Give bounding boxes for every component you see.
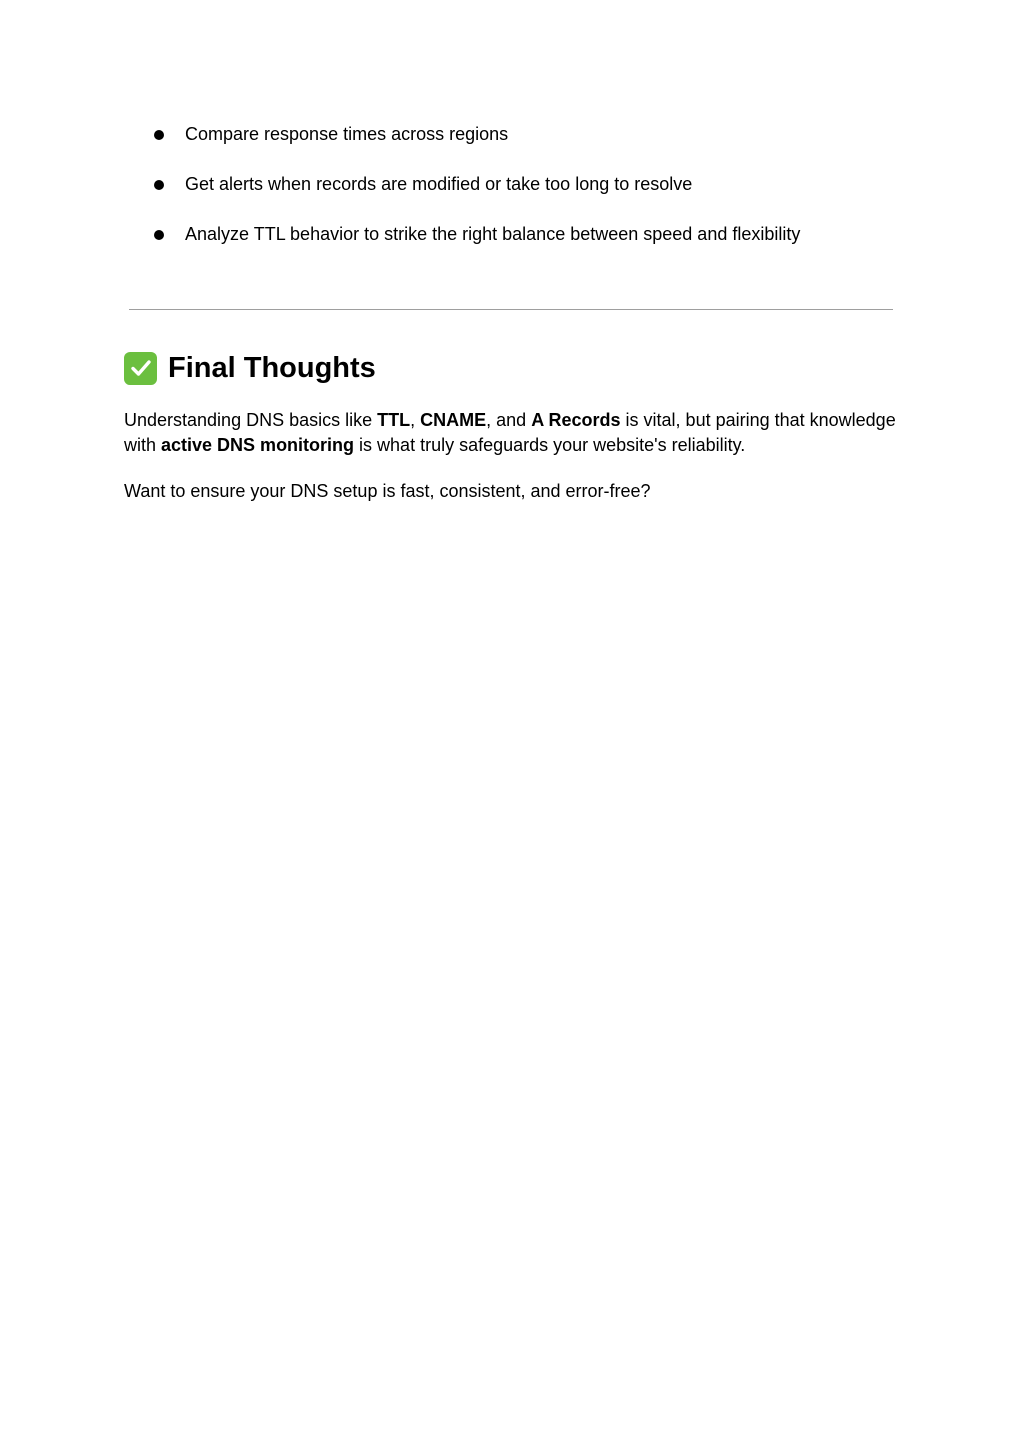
bold-term-a-records: A Records <box>531 410 621 430</box>
check-mark-button-icon <box>124 352 157 385</box>
summary-paragraph <box>124 408 904 458</box>
section-heading <box>124 348 376 388</box>
paragraph-text: is vital, but pairing that knowledge with <box>124 410 896 455</box>
section-title: Final Thoughts <box>168 352 376 384</box>
paragraph-text: , and <box>486 410 532 430</box>
bold-term-active-dns-monitoring: active DNS monitoring <box>161 435 355 455</box>
list-item-text: Analyze TTL behavior to strike the right balance between speed and flexibility <box>185 224 801 244</box>
closing-question-paragraph: Want to ensure your DNS setup is fast, consistent, and error-free? <box>124 481 651 501</box>
bullet-icon <box>154 130 164 140</box>
paragraph-text: , <box>410 410 421 430</box>
paragraph-text: Understanding DNS basics like <box>124 410 378 430</box>
bold-term-ttl: TTL <box>377 410 411 430</box>
bullet-icon <box>154 180 164 190</box>
horizontal-divider <box>129 309 893 310</box>
bold-term-cname: CNAME <box>420 410 487 430</box>
list-item-text: Get alerts when records are modified or take too long to resolve <box>185 174 693 194</box>
bullet-icon <box>154 230 164 240</box>
paragraph-text: is what truly safeguards your website's reliability. <box>354 435 746 455</box>
list-item-text: Compare response times across regions <box>185 124 509 144</box>
